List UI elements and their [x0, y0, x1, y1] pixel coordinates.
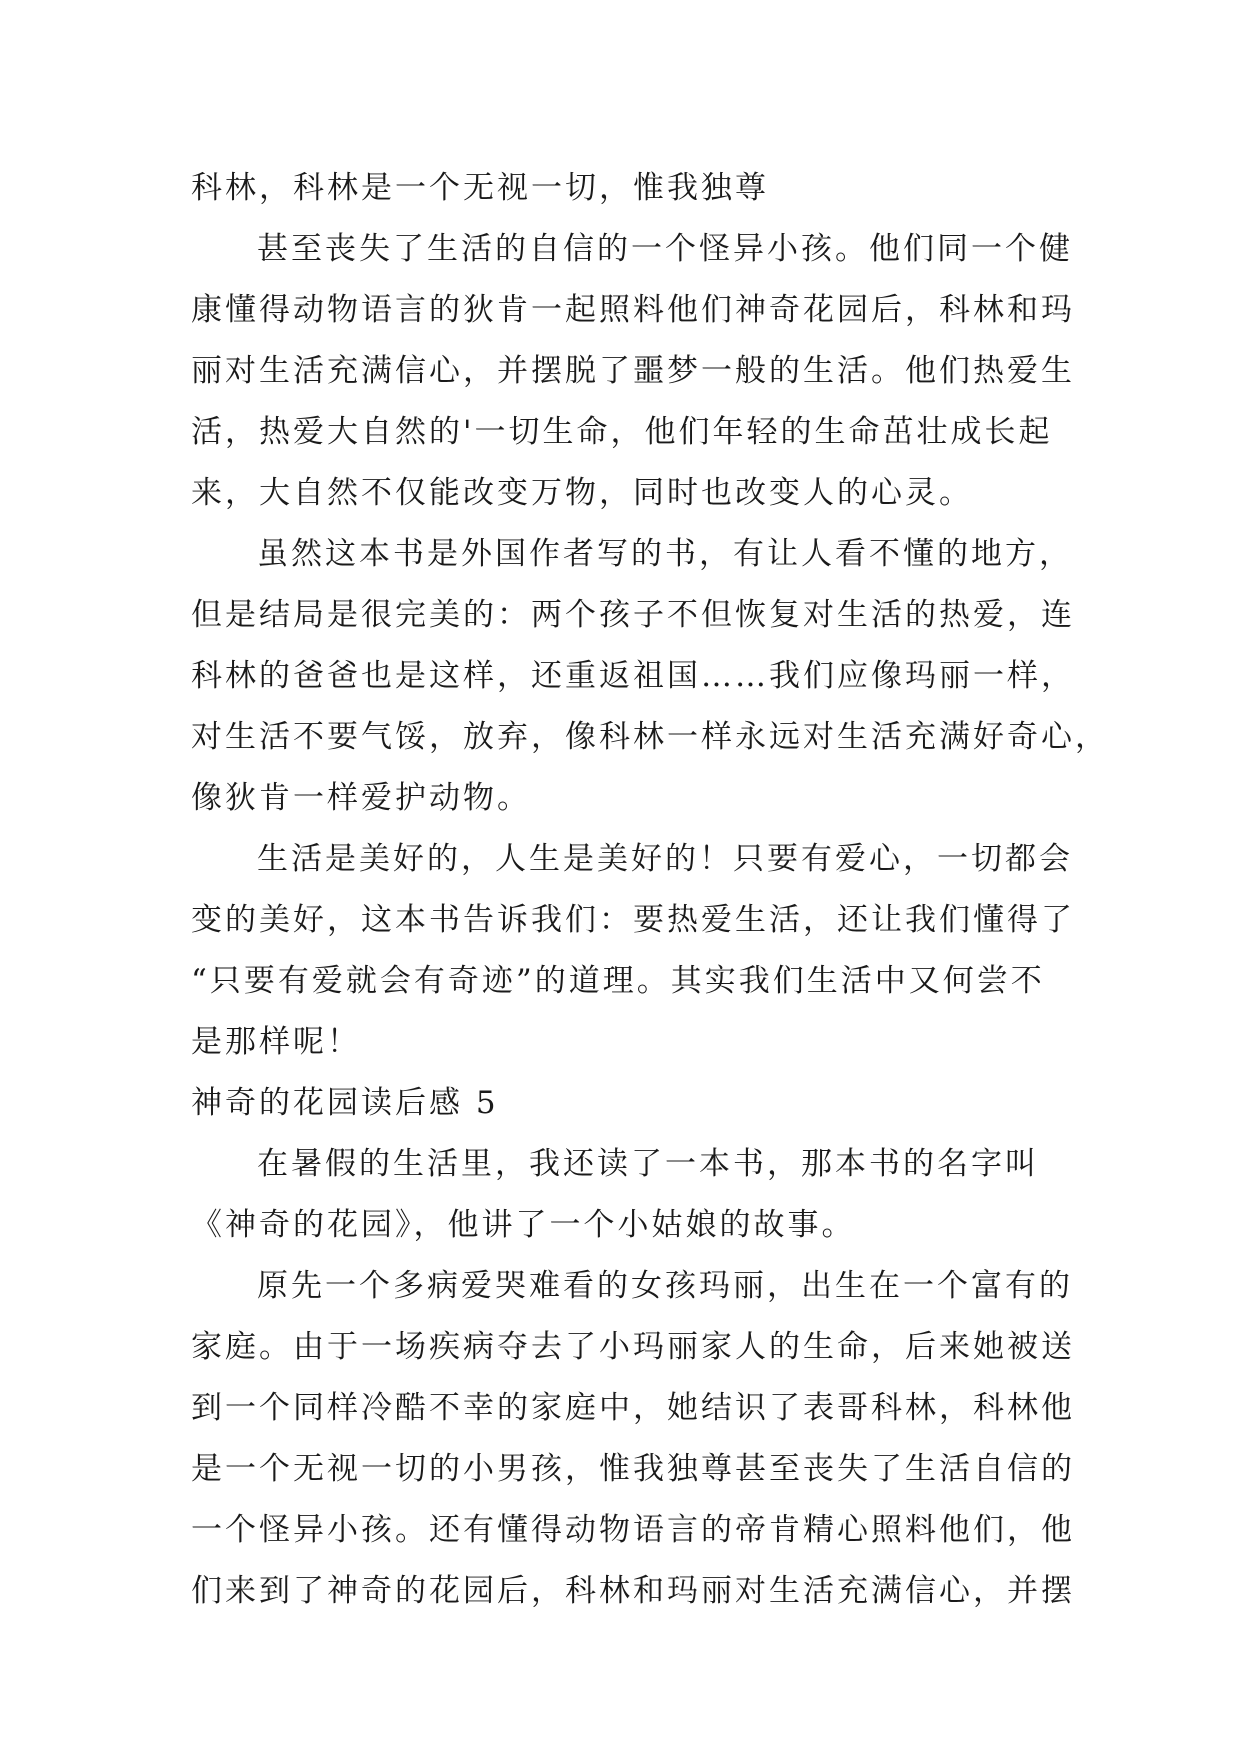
- text-line: 家庭。由于一场疾病夺去了小玛丽家人的生命，后来她被送: [191, 1329, 1075, 1365]
- text-line: 丽对生活充满信心，并摆脱了噩梦一般的生活。他们热爱生: [191, 353, 1075, 389]
- text-line: 像狄肯一样爱护动物。: [191, 780, 531, 816]
- document-body: [191, 158, 1109, 1622]
- text-line: 是那样呢！: [191, 1024, 361, 1060]
- section-heading: 神奇的花园读后感 5: [191, 1085, 499, 1121]
- paragraph-first-line: 甚至丧失了生活的自信的一个怪异小孩。他们同一个健: [257, 231, 1073, 267]
- text-line: 们来到了神奇的花园后，科林和玛丽对生活充满信心，并摆: [191, 1573, 1075, 1609]
- text-line: 来，大自然不仅能改变万物，同时也改变人的心灵。: [191, 475, 973, 511]
- text-line: 但是结局是很完美的：两个孩子不但恢复对生活的热爱，连: [191, 597, 1075, 633]
- text-line: 变的美好，这本书告诉我们：要热爱生活，还让我们懂得了: [191, 902, 1075, 938]
- text-line: 到一个同样冷酷不幸的家庭中，她结识了表哥科林，科林他: [191, 1390, 1075, 1426]
- text-line: 科林的爸爸也是这样，还重返祖国……我们应像玛丽一样，: [191, 658, 1075, 694]
- paragraph-first-line: 原先一个多病爱哭难看的女孩玛丽，出生在一个富有的: [257, 1268, 1073, 1304]
- paragraph-first-line: 在暑假的生活里，我还读了一本书，那本书的名字叫: [257, 1146, 1039, 1182]
- text-line: 对生活不要气馁，放弃，像科林一样永远对生活充满好奇心，: [191, 719, 1109, 755]
- text-line: 《神奇的花园》，他讲了一个小姑娘的故事。: [191, 1207, 856, 1243]
- text-line: 科林，科林是一个无视一切，惟我独尊: [191, 170, 769, 206]
- text-line: 一个怪异小孩。还有懂得动物语言的帝肯精心照料他们，他: [191, 1512, 1075, 1548]
- text-line: 康懂得动物语言的狄肯一起照料他们神奇花园后，科林和玛: [191, 292, 1075, 328]
- paragraph-first-line: 生活是美好的，人生是美好的！只要有爱心，一切都会: [257, 841, 1073, 877]
- paragraph-first-line: 虽然这本书是外国作者写的书，有让人看不懂的地方，: [257, 536, 1073, 572]
- text-line: 活，热爱大自然的'一切生命，他们年轻的生命茁壮成长起: [191, 414, 1053, 450]
- text-line: 是一个无视一切的小男孩，惟我独尊甚至丧失了生活自信的: [191, 1451, 1075, 1487]
- text-line: “只要有爱就会有奇迹”的道理。其实我们生活中又何尝不: [191, 963, 1045, 999]
